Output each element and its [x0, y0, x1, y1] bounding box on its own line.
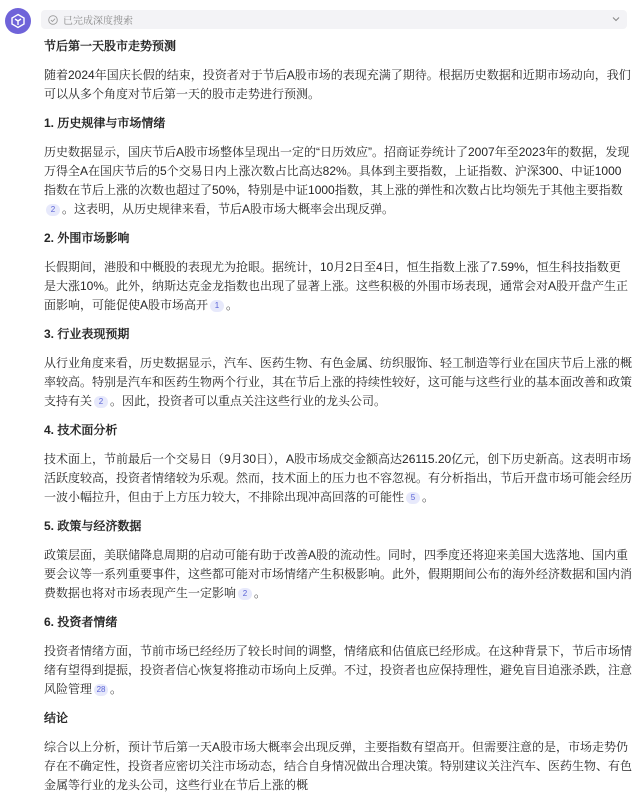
deep-search-status-bar[interactable]: [41, 10, 627, 29]
section-heading: 2. 外围市场影响: [44, 231, 130, 245]
assistant-logo-icon: [10, 13, 26, 29]
article-title: 节后第一天股市走势预测: [44, 39, 177, 53]
status-label: 已完成深度搜索: [63, 16, 133, 27]
citation-badge[interactable]: 2: [94, 396, 108, 408]
intro-paragraph: 随着2024年国庆长假的结束，投资者对于节后A股市场的表现充满了期待。根据历史数据和近期市场动向，我们可以从多个角度对节后第一天的股市走势进行预测。: [44, 68, 631, 101]
conclusion-heading: 结论: [44, 711, 69, 725]
citation-badge[interactable]: 2: [46, 204, 60, 216]
conclusion-paragraph: 综合以上分析，预计节后第一天A股市场大概率会出现反弹，主要指数有望高开。但需要注意的是，市场走势仍存在不确定性，投资者应密切关注市场动态，结合自身情况做出合理决策。特别建议关注汽车、医药生物、有色金属等行业的龙头公司，这些行业在节后上涨的概: [44, 740, 633, 792]
section-heading: 4. 技术面分析: [44, 423, 118, 437]
citation-badge[interactable]: 2: [238, 588, 252, 600]
chevron-down-icon[interactable]: [611, 14, 621, 24]
citation-badge[interactable]: 5: [406, 492, 420, 504]
assistant-avatar: [5, 8, 31, 34]
answer-content: [44, 38, 632, 806]
citation-badge[interactable]: 1: [210, 300, 224, 312]
check-circle-icon: [48, 15, 58, 25]
section-paragraph: 投资者情绪方面，节前市场已经经历了较长时间的调整，情绪底和估值底已经形成。在这种背景下，节后市场情绪有望得到提振，投资者信心恢复将推动市场向上反弹。不过，投资者也应保持理性，避免盲目追涨杀跌，注意风险管理 28 。: [44, 644, 633, 696]
section-paragraph: 长假期间，港股和中概股的表现尤为抢眼。据统计，10月2日至4日，恒生指数上涨了7.59%，恒生科技指数更是大涨10%。此外，纳斯达克金龙指数也出现了显著上涨。这些积极的外围市场表现，通常会对A股开盘产生正面影响，可能促使A股市场高开 1 。: [44, 260, 629, 312]
section-paragraph: 从行业角度来看，历史数据显示，汽车、医药生物、有色金属、纺织服饰、轻工制造等行业在国庆节后上涨的概率较高。特别是汽车和医药生物两个行业，其在节后上涨的持续性较好，这可能与这些行业的基本面改善和政策支持有关 2 。因此，投资者可以重点关注这些行业的龙头公司。: [44, 356, 633, 408]
section-heading: 6. 投资者情绪: [44, 615, 118, 629]
section-heading: 1. 历史规律与市场情绪: [44, 116, 166, 130]
section-paragraph: 技术面上，节前最后一个交易日（9月30日），A股市场成交金额高达26115.20亿元，创下历史新高。这表明市场活跃度较高，投资者情绪较为乐观。然而，技术面上的压力也不容忽视。有分析指出，节后开盘市场可能会经历一波小幅拉升，但由于上方压力较大，不排除出现冲高回落的可能性 5 。: [44, 452, 633, 504]
section-paragraph: 政策层面，美联储降息周期的启动可能有助于改善A股的流动性。同时，四季度还将迎来美国大选落地、国内重要会议等一系列重要事件，这些都可能对市场情绪产生积极影响。此外，假期期间公布的海外经济数据和国内消费数据也将对市场表现产生一定影响 2 。: [44, 548, 633, 600]
citation-badge[interactable]: 28: [94, 684, 108, 696]
section-heading: 5. 政策与经济数据: [44, 519, 142, 533]
section-heading: 3. 行业表现预期: [44, 327, 130, 341]
section-paragraph: 历史数据显示，国庆节后A股市场整体呈现出一定的“日历效应”。招商证券统计了2007年至2023年的数据，发现万得全A在国庆节后的5个交易日内上涨次数占比高达82%。具体到主要指数，上证指数、沪深300、中证1000指数在节后上涨的次数也超过了50%，特别是中证1000指数，其上涨的弹性和次数占比均领先于其他主要指数2 。这表明，从历史规律来看，节后A股市场大概率会出现反弹。: [44, 145, 630, 216]
